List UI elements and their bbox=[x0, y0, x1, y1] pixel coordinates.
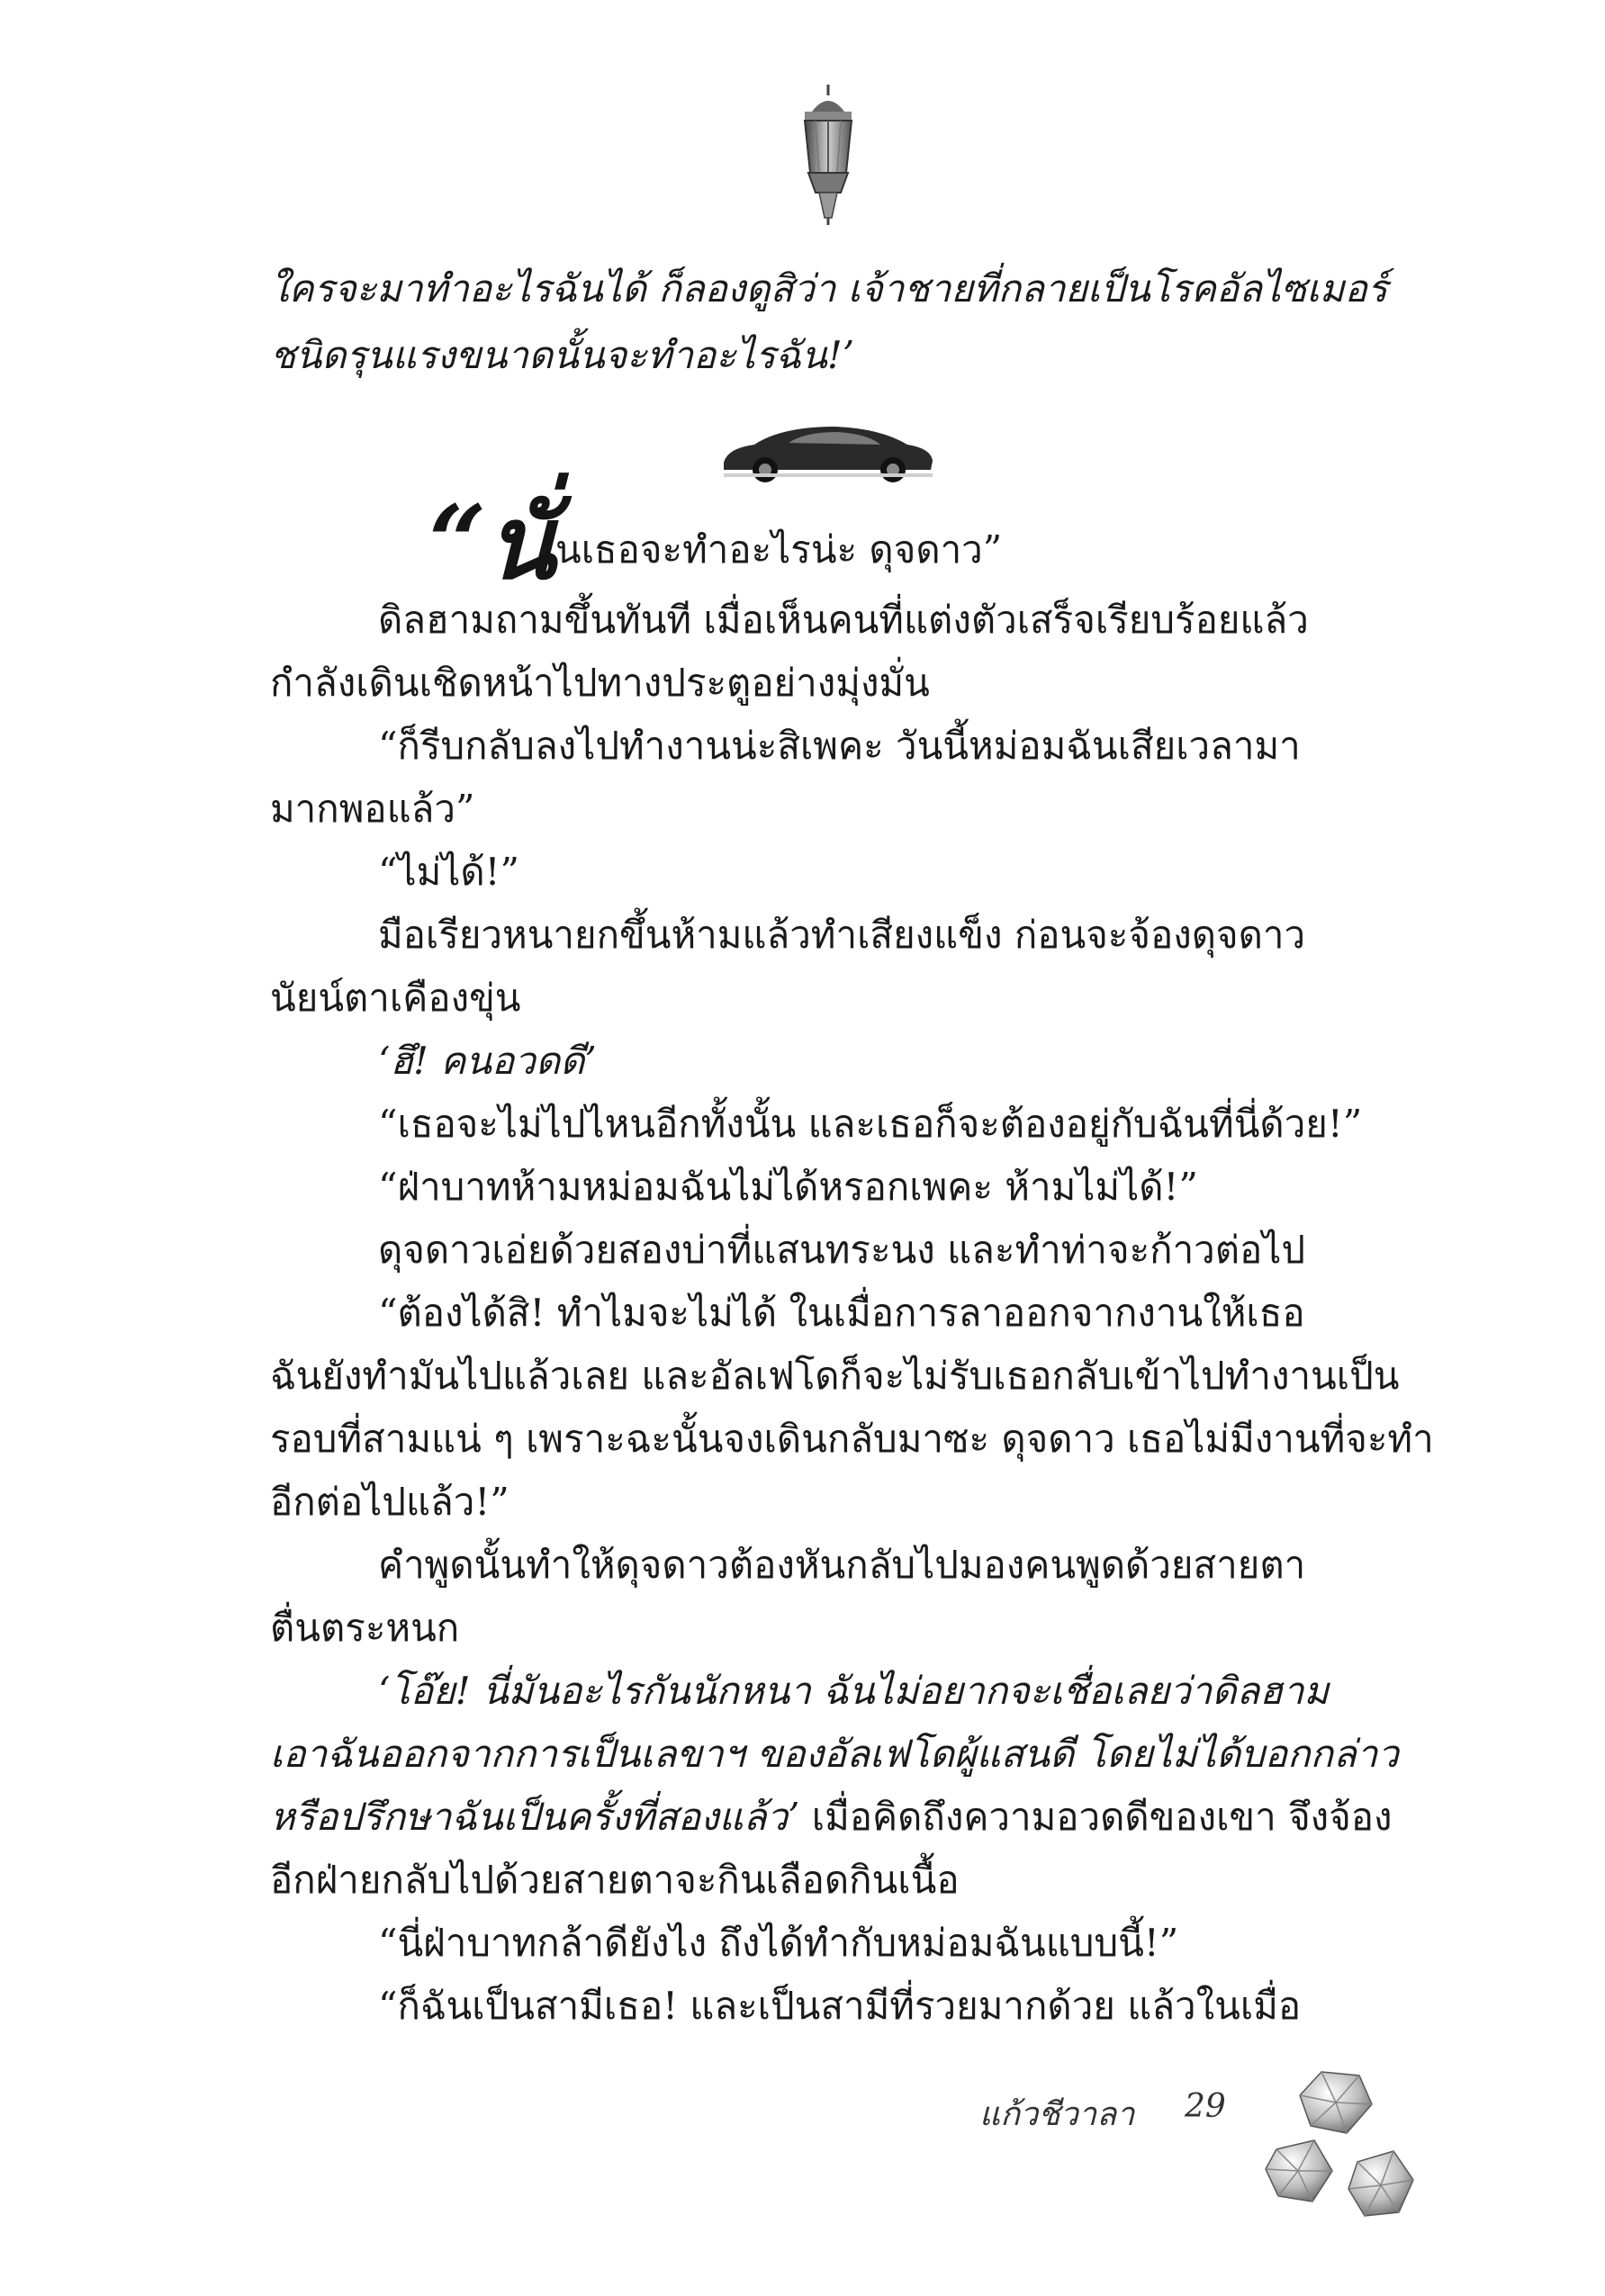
page-number: 29 bbox=[1185, 2088, 1226, 2125]
paragraph-line: ตื่นตระหนก bbox=[270, 1606, 460, 1650]
paragraph-segment: เมื่อคิดถึงความอวดดีของเขา จึงจ้อง bbox=[811, 1795, 1393, 1839]
paragraph-line: “ฝ่าบาทห้ามหม่อมฉันไม่ได้หรอกเพคะ ห้ามไม่ได้!” bbox=[378, 1165, 1198, 1209]
intro-line: ชนิดรุนแรงขนาดนั้นจะทำอะไรฉัน!’ bbox=[270, 333, 855, 377]
diamonds-ornament-icon bbox=[1258, 2063, 1425, 2229]
paragraph-line: “ก็รีบกลับลงไปทำงานน่ะสิเพคะ วันนี้หม่อมฉันเสียเวลามา bbox=[378, 724, 1301, 768]
sports-car-ornament-icon bbox=[718, 421, 936, 484]
paragraph-line: “เธอจะไม่ไปไหนอีกทั้งนั้น และเธอก็จะต้องอยู่กับฉันที่นี่ด้วย!” bbox=[378, 1102, 1363, 1146]
paragraph-line: ดุจดาวเอ่ยด้วยสองบ่าที่แสนทระนง และทำท่าจะก้าวต่อไป bbox=[378, 1228, 1306, 1272]
paragraph-line bbox=[270, 1791, 1395, 1843]
dropcap-line bbox=[428, 484, 1003, 602]
book-title-footer: แก้วชีวาลา bbox=[979, 2096, 1135, 2133]
paragraph-line: อีกต่อไปแล้ว!” bbox=[270, 1480, 509, 1524]
paragraph-line: ‘โอ๊ย! นี่มันอะไรกันนักหนา ฉันไม่อยากจะเชื่อเลยว่าดิลฮาม bbox=[378, 1669, 1330, 1713]
paragraph-line: “นี่ฝ่าบาทกล้าดียังไง ถึงได้ทำกับหม่อมฉันแบบนี้!” bbox=[378, 1921, 1179, 1965]
paragraph-italic-segment: หรือปรึกษาฉันเป็นครั้งที่สองแล้ว’ bbox=[270, 1795, 800, 1839]
dropcap-letter: นั่ bbox=[486, 484, 555, 602]
paragraph-line: “ก็ฉันเป็นสามีเธอ! และเป็นสามีที่รวยมากด้วย แล้วในเมื่อ bbox=[378, 1984, 1302, 2028]
dropcap-quote: “ bbox=[428, 484, 487, 602]
intro-line: ใครจะมาทำอะไรฉันได้ ก็ลองดูสิว่า เจ้าชายที่กลายเป็นโรคอัลไซเมอร์ bbox=[270, 266, 1388, 311]
paragraph-line: กำลังเดินเชิดหน้าไปทางประตูอย่างมุ่งมั่น bbox=[270, 661, 930, 705]
paragraph-line: นัยน์ตาเคืองขุ่น bbox=[270, 976, 521, 1020]
paragraph-line: อีกฝ่ายกลับไปด้วยสายตาจะกินเลือดกินเนื้อ bbox=[270, 1858, 960, 1902]
paragraph-line: คำพูดนั้นทำให้ดุจดาวต้องหันกลับไปมองคนพูดด้วยสายตา bbox=[378, 1543, 1306, 1587]
paragraph-line: ฉันยังทำมันไปแล้วเลย และอัลเฟโดก็จะไม่รับเธอกลับเข้าไปทำงานเป็น bbox=[270, 1354, 1400, 1398]
paragraph-line: เอาฉันออกจากการเป็นเลขาฯ ของอัลเฟโดผู้แสนดี โดยไม่ได้บอกกล่าว bbox=[270, 1732, 1399, 1776]
paragraph-line: ‘ฮึ! คนอวดดี’ bbox=[378, 1039, 597, 1083]
paragraph-line: รอบที่สามแน่ ๆ เพราะฉะนั้นจงเดินกลับมาซะ ดุจดาว เธอไม่มีงานที่จะทำ bbox=[270, 1417, 1434, 1461]
paragraph-line: มือเรียวหนายกขึ้นห้ามแล้วทำเสียงแข็ง ก่อนจะจ้องดุจดาว bbox=[378, 913, 1306, 957]
paragraph-line: มากพอแล้ว” bbox=[270, 787, 475, 831]
paragraph-line: ดิลฮามถามขึ้นทันที เมื่อเห็นคนที่แต่งตัวเสร็จเรียบร้อยแล้ว bbox=[378, 598, 1309, 642]
paragraph-line: “ต้องได้สิ! ทำไมจะไม่ได้ ในเมื่อการลาออกจากงานให้เธอ bbox=[378, 1291, 1305, 1335]
dropcap-rest: นเธอจะทำอะไรน่ะ ดุจดาว” bbox=[555, 527, 1003, 572]
paragraph-line: “ไม่ได้!” bbox=[378, 850, 520, 894]
lantern-ornament-icon bbox=[792, 83, 864, 227]
